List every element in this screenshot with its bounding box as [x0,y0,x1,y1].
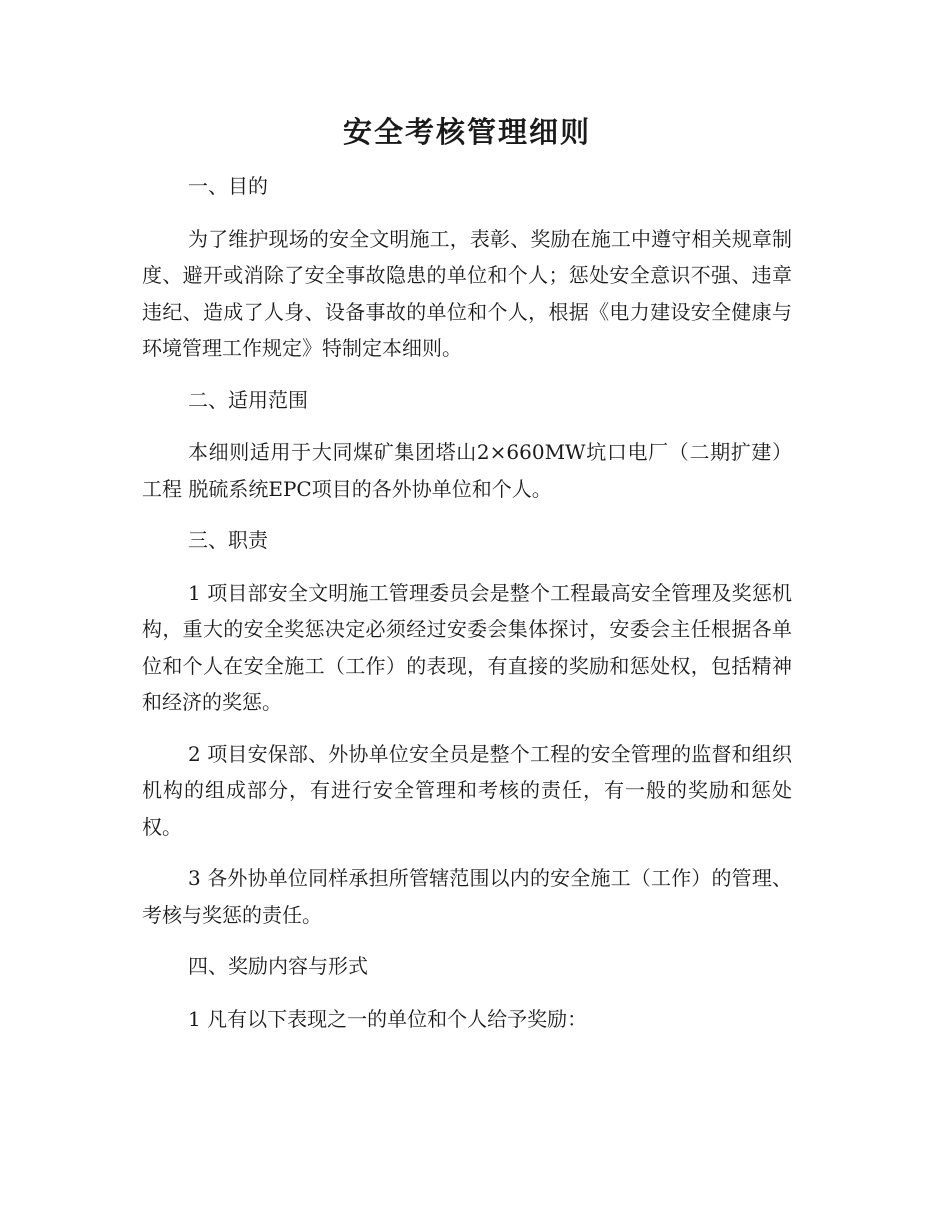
section-heading: 四、奖励内容与形式 [188,954,368,978]
section-heading: 一、目的 [188,174,268,198]
section-rewards [142,948,792,1037]
document-page [142,110,792,1052]
paragraph: 1 项目部安全文明施工管理委员会是整个工程最高安全管理及奖惩机构，重大的安全奖惩决定必须经过安委会集体探讨，安委会主任根据各单位和个人在安全施工（工作）的表现，有直接的奖励和惩处权，包括精神和经济的奖惩。 [142,580,792,714]
paragraph: 本细则适用于大同煤矿集团塔山2×660MW坑口电厂（二期扩建）工程 脱硫系统EPC项目的各外协单位和个人。 [142,440,792,501]
section-heading: 三、职责 [188,528,268,552]
section-purpose [142,168,792,367]
section-heading: 二、适用范围 [188,387,308,412]
paragraph: 2 项目安保部、外协单位安全员是整个工程的安全管理的监督和组织机构的组成部分，有进行安全管理和考核的责任，有一般的奖励和惩处权。 [142,741,792,839]
paragraph: 为了维护现场的安全文明施工，表彰、奖励在施工中遵守相关规章制度、避开或消除了安全事故隐患的单位和个人；惩处安全意识不强、违章违纪、造成了人身、设备事故的单位和个人，根据《电力建设安全健康与环境管理工作规定》特制定本细则。 [142,226,792,360]
document-title: 安全考核管理细则 [342,115,591,149]
paragraph: 1 凡有以下表现之一的单位和个人给予奖励： [188,1006,588,1031]
section-scope [142,382,792,508]
paragraph: 3 各外协单位同样承担所管辖范围以内的安全施工（工作）的管理、考核与奖惩的责任。 [142,866,792,927]
section-responsibilities [142,522,792,933]
